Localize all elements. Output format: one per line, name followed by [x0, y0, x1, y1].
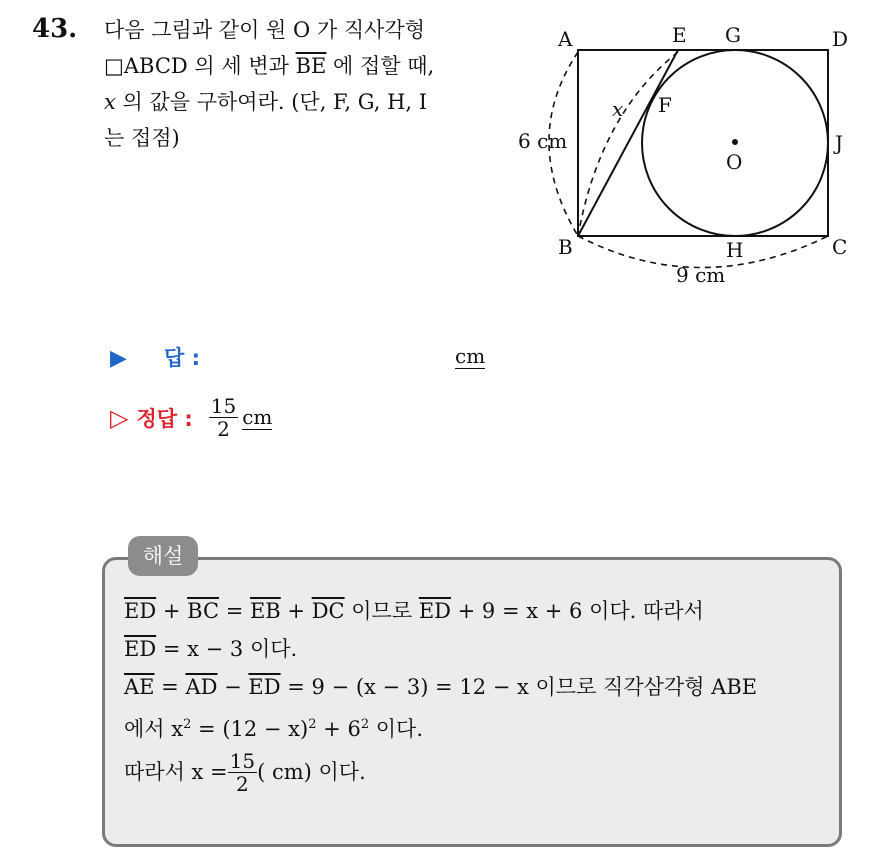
question-text: [104, 12, 504, 156]
correct-unit: cm: [242, 405, 273, 429]
seg-ed: $\overline{ED}$: [418, 599, 451, 623]
seg-ed: $\overline{ED}$: [124, 599, 157, 623]
solution-line-2: [124, 630, 757, 668]
center-dot: [732, 139, 738, 145]
seg-ad: $\overline{AD}$: [185, 675, 218, 699]
solution-line-4: [124, 706, 757, 744]
question-line-1: 다음 그림과 같이 원 O 가 직사각형: [104, 18, 425, 42]
question-line-3: [104, 84, 504, 120]
label-a: A: [558, 27, 573, 51]
seg-eb: $\overline{EB}$: [249, 599, 281, 623]
variable-x: x: [104, 90, 116, 114]
answer-label: 답 :: [164, 346, 201, 370]
label-x: x: [612, 97, 624, 121]
label-e: E: [672, 23, 687, 47]
answer-marker-icon: ▶: [110, 346, 127, 371]
solution-line-1: [124, 592, 757, 630]
correct-marker-icon: ▷: [110, 403, 129, 432]
question-line-4: 는 접점): [104, 126, 180, 150]
text: 이므로: [344, 599, 419, 623]
solution-denominator: 2: [236, 771, 249, 796]
correct-numerator: 15: [210, 394, 237, 418]
answer-field[interactable]: [455, 344, 485, 368]
seg-ae: $\overline{AE}$: [124, 675, 155, 699]
seg-ed: $\overline{ED}$: [124, 637, 157, 661]
label-9cm: 9 cm: [676, 263, 726, 287]
text: ( cm) 이다.: [257, 760, 366, 784]
op: =: [154, 675, 186, 699]
exponent: 2: [308, 717, 317, 732]
rect-label: □ABCD 의 세 변과: [104, 54, 296, 78]
exponent: 2: [360, 717, 370, 732]
correct-label: 정답 :: [136, 406, 193, 431]
solution-tag: 해설: [128, 536, 198, 576]
label-h: H: [726, 238, 744, 262]
op: =: [219, 599, 250, 623]
geometry-figure: [500, 14, 880, 304]
solution-numerator: 15: [229, 748, 256, 773]
correct-denominator: 2: [217, 417, 230, 441]
solution-line-5: [124, 744, 757, 800]
text: = (12 − x): [191, 717, 309, 741]
seg-ed: $\overline{ED}$: [248, 675, 281, 699]
text: 이다.: [369, 717, 424, 741]
label-f: F: [658, 93, 672, 117]
label-b: B: [558, 235, 573, 259]
segment-be: $\overline{BE}$: [295, 54, 327, 78]
text: = x − 3 이다.: [156, 637, 298, 661]
solution-fraction: [228, 750, 257, 795]
op: +: [156, 599, 188, 623]
text: 에서 x: [124, 717, 184, 741]
label-g: G: [725, 23, 741, 47]
text: = 9 − (x − 3) = 12 − x 이므로 직각삼각형 ABE: [280, 675, 758, 699]
question-line-2: [104, 48, 504, 84]
answer-unit: cm: [455, 344, 486, 368]
solution-line-3: [124, 668, 757, 706]
label-c: C: [832, 235, 848, 259]
correct-fraction: [209, 395, 238, 440]
label-6cm: 6 cm: [518, 129, 568, 153]
segment-be-line: [578, 50, 678, 236]
op: −: [217, 675, 249, 699]
rectangle-abcd: [578, 50, 828, 236]
label-o: O: [726, 150, 743, 174]
seg-bc: $\overline{BC}$: [187, 599, 220, 623]
line3-tail: 의 값을 구하여라. (단, F, G, H, I: [115, 90, 428, 114]
exponent: 2: [183, 717, 192, 732]
solution-text: [124, 592, 757, 800]
seg-dc: $\overline{DC}$: [311, 599, 345, 623]
text: 따라서 x =: [124, 760, 228, 784]
label-d: D: [832, 27, 849, 51]
line2-tail: 에 접할 때,: [326, 54, 435, 78]
question-number: 43.: [32, 14, 78, 44]
answer-row: [110, 342, 200, 372]
text: + 9 = x + 6 이다. 따라서: [450, 599, 704, 623]
text: + 6: [316, 717, 361, 741]
op: +: [280, 599, 312, 623]
label-j: J: [835, 131, 844, 155]
correct-answer-row: [110, 395, 272, 440]
